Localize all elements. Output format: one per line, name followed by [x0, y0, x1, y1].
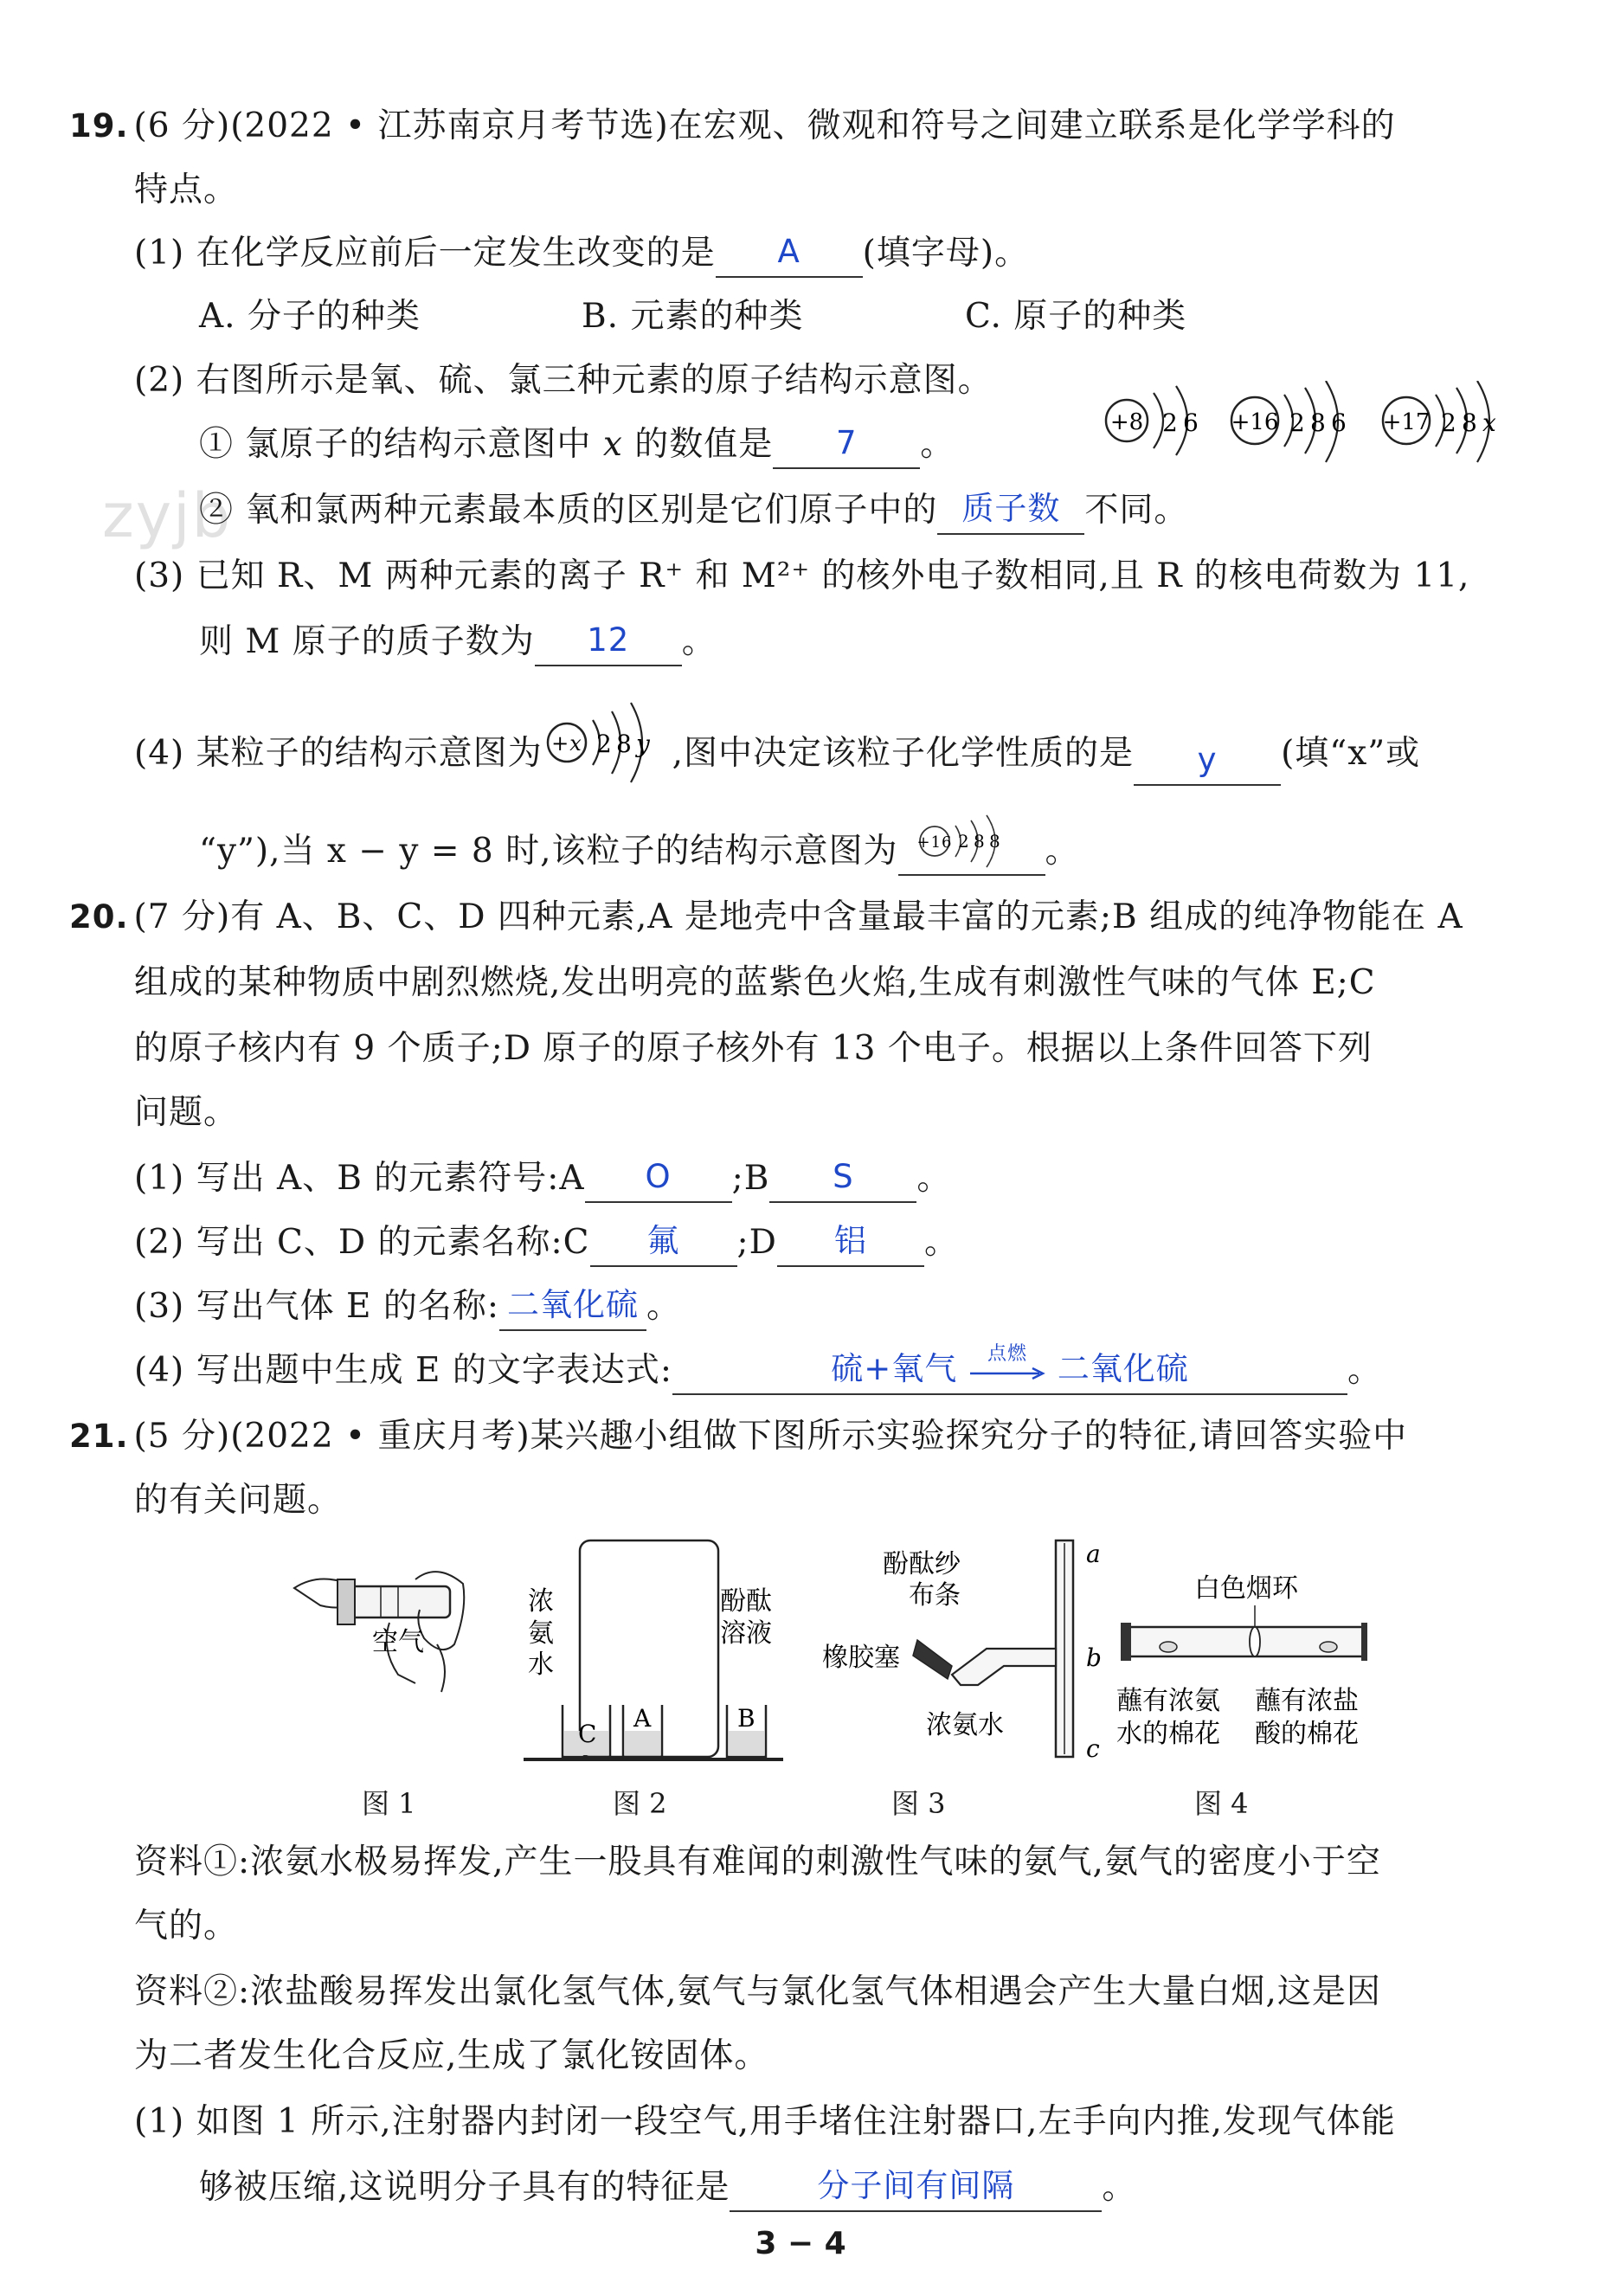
fig3-label-rubber-stopper: 橡胶塞	[822, 1643, 900, 1673]
particle-shell-3: y	[635, 730, 651, 758]
chlorine-shell-2: 8	[1462, 408, 1477, 437]
q20-part2-blank-c[interactable]	[590, 1222, 737, 1267]
q19-part1-tail: (填字母)。	[862, 234, 1030, 273]
q19-part4-line2-tail: 。	[1045, 832, 1080, 871]
q19-option-a: A. 分子的种类	[199, 297, 421, 336]
q21-line1	[69, 1412, 1407, 1461]
q20-part1-mid: ;B	[731, 1159, 770, 1198]
oxygen-shell-1: 2	[1162, 408, 1178, 437]
q19-part4-mid: ,图中决定该粒子化学性质的是	[672, 734, 1135, 773]
sulfur-shell-2: 8	[1310, 408, 1326, 437]
sulfur-shell-1: 2	[1289, 408, 1305, 437]
q20-part1-answer-a: O	[645, 1158, 672, 1195]
experiment-figures-drawing	[286, 1536, 1367, 1822]
reaction-condition: 点燃	[987, 1342, 1028, 1365]
q19-part2-1	[199, 421, 955, 469]
q20-part2-tail: 。	[923, 1223, 959, 1262]
q20-part1-answer-b: S	[833, 1158, 854, 1195]
q19-intro-line2: 特点。	[134, 170, 239, 209]
fig2-label-a: A	[633, 1704, 652, 1733]
q20-part4-product: 二氧化硫	[1057, 1350, 1189, 1387]
q20-part4-blank[interactable]	[672, 1342, 1347, 1395]
q20-part4-tail: 。	[1347, 1351, 1383, 1390]
particle-shell-2: 8	[615, 730, 633, 758]
q20-part4-pre: (4) 写出题中生成 E 的文字表达式:	[134, 1351, 673, 1390]
q19-part1	[134, 229, 1029, 278]
oxygen-atom-diagram	[1106, 386, 1199, 455]
q19-part4-pre: (4) 某粒子的结构示意图为	[134, 734, 543, 773]
q20-line2: 组成的某种物质中剧烈燃烧,发出明亮的蓝紫色火焰,生成有刺激性气味的气体 E;C	[134, 963, 1376, 1002]
sulfur-nucleus-label: +16	[1231, 409, 1279, 435]
q19-part4-answer: y	[1197, 741, 1218, 778]
q21-part1-tail: 。	[1102, 2168, 1137, 2207]
q19-part2-1-var: x	[602, 425, 623, 464]
q19-option-c: C. 原子的种类	[965, 297, 1187, 336]
q20-line3: 的原子核内有 9 个质子;D 原子的原子核外有 13 个电子。根据以上条件回答下列	[134, 1029, 1373, 1068]
q19-part3-blank[interactable]	[535, 621, 682, 666]
particle-shell-1: 2	[595, 730, 613, 758]
q19-part4-line1	[134, 725, 1420, 786]
fig2-label-b: B	[737, 1704, 755, 1733]
q19-part4-blank[interactable]	[1134, 741, 1281, 786]
fig3-label-gauze-1: 酚酞纱	[883, 1549, 961, 1579]
q19-intro-line1	[69, 102, 1396, 151]
fig2-label-an: 氨	[528, 1618, 554, 1649]
q19-part1-answer: A	[777, 233, 800, 270]
q21-number: 21.	[69, 1418, 129, 1455]
fig3-t-tube	[822, 1540, 1102, 1763]
q20-part2	[134, 1219, 959, 1267]
q19-number: 19.	[69, 107, 129, 145]
reaction-arrow	[968, 1342, 1046, 1380]
q20-part2-answer-d: 铝	[833, 1222, 867, 1259]
q20-part1	[134, 1154, 951, 1203]
material1-line1: 资料①:浓氨水极易挥发,产生一股具有难闻的刺激性气味的氨气,氨气的密度小于空	[134, 1843, 1381, 1881]
fig3-label-ammonia: 浓氨水	[926, 1710, 1004, 1740]
watermark: zyjb	[102, 480, 233, 551]
chlorine-shell-3: x	[1482, 408, 1496, 437]
fig3-label-c: c	[1086, 1734, 1100, 1763]
q19-part1-blank[interactable]	[716, 233, 863, 278]
q20-part1-tail: 。	[916, 1159, 952, 1198]
q19-part2: (2) 右图所示是氧、硫、氯三种元素的原子结构示意图。	[134, 361, 993, 400]
fig2-beakers	[524, 1540, 783, 1759]
particle-structure-diagram	[543, 699, 672, 786]
q19-part1-text: (1) 在化学反应前后一定发生改变的是	[134, 234, 716, 273]
experiment-figures	[286, 1536, 1367, 1822]
q20-line4: 问题。	[134, 1093, 239, 1132]
q20-part4-reactants: 硫+氧气	[831, 1350, 958, 1387]
answer-shell-2: 8	[973, 831, 986, 852]
arrow-icon	[968, 1367, 1046, 1380]
q19-part2-1-blank[interactable]	[773, 424, 920, 469]
q19-part4-line2-pre: “y”),当 x − y = 8 时,该粒子的结构示意图为	[199, 832, 898, 871]
q20-part3-blank[interactable]	[499, 1286, 646, 1331]
q19-part2-1-pre: ① 氯原子的结构示意图中	[199, 425, 592, 464]
q21-part1-answer: 分子间有间隔	[817, 2167, 1015, 2204]
q20-part4-answer	[672, 1342, 1347, 1388]
answer-shell-1: 2	[957, 831, 970, 852]
fig3-label-a: a	[1086, 1540, 1101, 1568]
fig1-caption: 图 1	[362, 1787, 416, 1820]
fig4-label-smoke-ring: 白色烟环	[1194, 1573, 1298, 1604]
fig3-caption: 图 3	[891, 1787, 946, 1820]
q19-intro-text: (6 分)(2022 • 江苏南京月考节选)在宏观、微观和符号之间建立联系是化学学科的	[133, 106, 1396, 145]
q19-part2-2-blank[interactable]	[937, 490, 1084, 535]
q21-part1-blank[interactable]	[730, 2167, 1102, 2212]
oxygen-nucleus-label: +8	[1109, 409, 1144, 435]
fig2-label-phenolphthalein: 酚酞	[720, 1586, 772, 1617]
fig2-label-c: C	[578, 1720, 597, 1748]
q20-line1	[69, 893, 1463, 942]
q20-part4	[134, 1342, 1383, 1395]
material2-line1: 资料②:浓盐酸易挥发出氯化氢气体,氨气与氯化氢气体相遇会产生大量白烟,这是因	[134, 1972, 1381, 2011]
sulfur-shell-3: 6	[1331, 408, 1347, 437]
q20-part3-pre: (3) 写出气体 E 的名称:	[134, 1287, 500, 1326]
q20-part2-pre: (2) 写出 C、D 的元素名称:C	[134, 1223, 590, 1262]
material1-line2: 气的。	[134, 1907, 239, 1945]
q19-part3-tail: 。	[681, 622, 717, 661]
fig4-label-hcl-cotton-2: 酸的棉花	[1255, 1719, 1359, 1749]
q20-part3-answer: 二氧化硫	[507, 1286, 640, 1323]
q21-line2: 的有关问题。	[134, 1481, 343, 1520]
q19-part4-tail: (填“x”或	[1281, 734, 1421, 773]
q19-option-b: B. 元素的种类	[582, 297, 804, 336]
q19-part4-line2-blank[interactable]	[898, 827, 1045, 876]
fig2-label-solution: 溶液	[720, 1618, 772, 1649]
q19-part3-text: 则 M 原子的质子数为	[199, 622, 535, 661]
fig1-syringe	[294, 1572, 464, 1692]
q21-line1-text: (5 分)(2022 • 重庆月考)某兴趣小组做下图所示实验探究分子的特征,请回答实验中	[133, 1417, 1408, 1456]
q19-part2-2-tail: 不同。	[1084, 491, 1189, 530]
page-number: 3 − 4	[755, 2226, 846, 2261]
q21-part1-line1: (1) 如图 1 所示,注射器内封闭一段空气,用手堵住注射器口,左手向内推,发现气体能	[134, 2102, 1396, 2141]
answer-nucleus-label: +16	[916, 833, 952, 852]
fig4-caption: 图 4	[1194, 1787, 1249, 1820]
q20-part1-blank-a[interactable]	[585, 1158, 732, 1203]
material2-line2: 为二者发生化合反应,生成了氯化铵固体。	[134, 2036, 769, 2075]
fig4-label-ammonia-cotton-1: 蘸有浓氨	[1116, 1686, 1220, 1716]
q20-part2-answer-c: 氟	[646, 1222, 680, 1259]
q19-part3-line2	[199, 618, 717, 666]
chlorine-atom-diagram	[1383, 381, 1496, 462]
q20-part1-pre: (1) 写出 A、B 的元素符号:A	[134, 1159, 585, 1198]
q19-part4-line2	[199, 827, 1080, 876]
fig4-tube	[1116, 1573, 1367, 1749]
chlorine-shell-1: 2	[1441, 408, 1456, 437]
particle-nucleus-label: +x	[550, 731, 582, 756]
q19-part3-answer: 12	[587, 621, 630, 659]
fig4-label-ammonia-cotton-2: 水的棉花	[1116, 1719, 1220, 1749]
sulfur-atom-diagram	[1231, 381, 1347, 462]
q20-part1-blank-b[interactable]	[769, 1158, 916, 1203]
q19-part2-2-answer: 质子数	[961, 490, 1061, 527]
chlorine-nucleus-label: +17	[1382, 409, 1431, 435]
answer-particle-diagram	[916, 814, 1028, 871]
fig4-label-hcl-cotton-1: 蘸有浓盐	[1255, 1686, 1359, 1716]
q20-part3-tail: 。	[646, 1287, 682, 1326]
q19-part2-1-post: 的数值是	[634, 425, 774, 464]
q20-part2-blank-d[interactable]	[777, 1222, 924, 1267]
q20-line1-text: (7 分)有 A、B、C、D 四种元素,A 是地壳中含量最丰富的元素;B 组成的纯净物能在 A	[133, 897, 1463, 936]
oxygen-shell-2: 6	[1183, 408, 1199, 437]
fig3-label-gauze-2: 布条	[909, 1580, 961, 1611]
answer-shell-3: 8	[988, 831, 1001, 852]
fig3-label-b: b	[1086, 1643, 1102, 1672]
fig2-label-nong: 浓	[528, 1586, 554, 1617]
fig2-caption: 图 2	[613, 1787, 667, 1820]
fig2-label-shui: 水	[528, 1650, 554, 1680]
q19-part2-1-tail: 。	[920, 425, 955, 464]
q20-part3	[134, 1283, 681, 1331]
q19-part2-1-answer: 7	[835, 424, 858, 461]
q20-part2-mid: ;D	[736, 1223, 777, 1262]
q19-part3-line1: (3) 已知 R、M 两种元素的离子 R⁺ 和 M²⁺ 的核外电子数相同,且 R 的核电荷数为 11,	[134, 556, 1470, 595]
atom-structure-diagrams	[1095, 381, 1527, 485]
q21-part1-pre: 够被压缩,这说明分子具有的特征是	[199, 2168, 730, 2207]
q21-part1-line2	[199, 2164, 1136, 2212]
q19-part2-2	[199, 486, 1188, 535]
fig1-air-label: 空气	[372, 1627, 424, 1657]
q20-number: 20.	[69, 898, 129, 936]
q19-part2-2-text: ② 氧和氯两种元素最本质的区别是它们原子中的	[199, 491, 938, 530]
